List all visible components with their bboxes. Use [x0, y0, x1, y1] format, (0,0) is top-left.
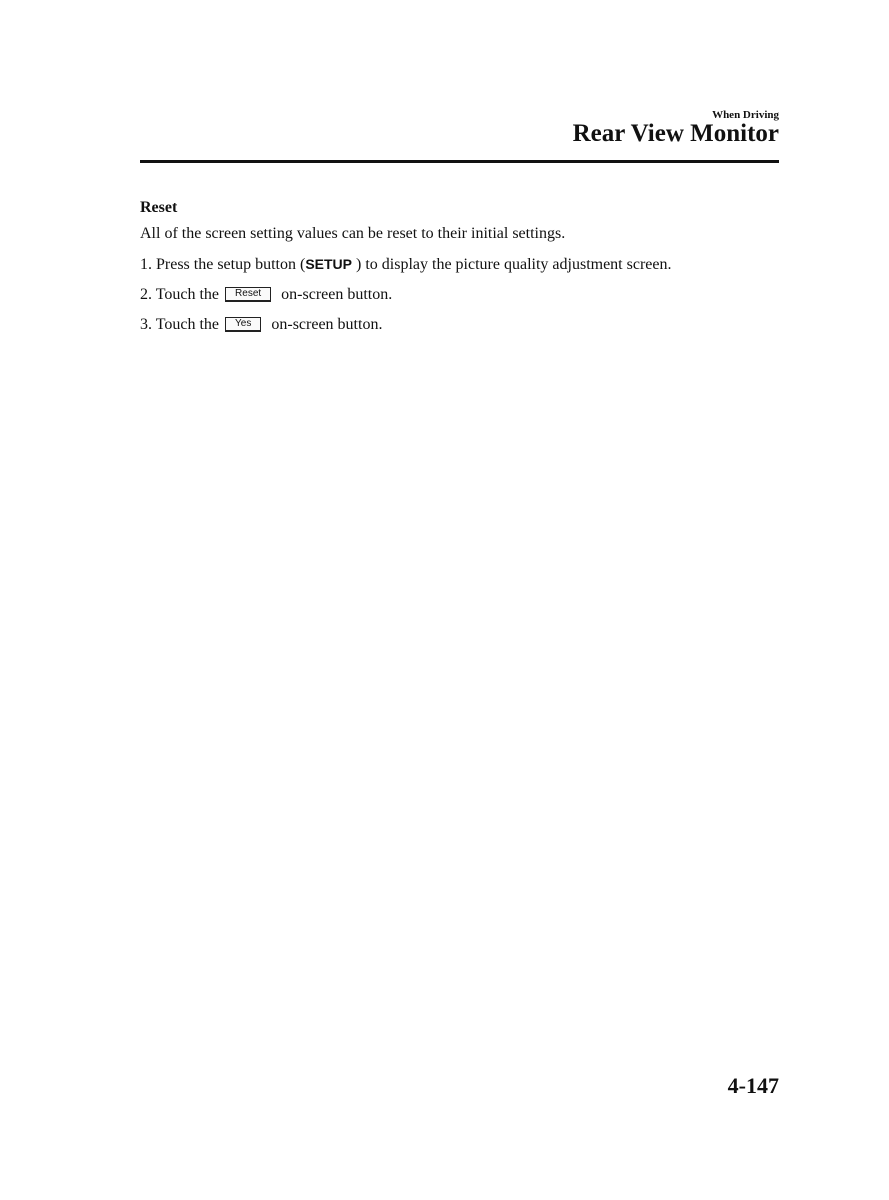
step-1: [140, 249, 779, 280]
header-rule: [140, 160, 779, 163]
section-label: When Driving: [712, 109, 779, 121]
step-text: Touch the: [155, 286, 220, 303]
reset-heading: Reset: [140, 199, 178, 216]
step-text: Touch the: [155, 316, 220, 333]
step-number: 3.: [140, 316, 152, 333]
page-number: 4-147: [727, 1073, 779, 1098]
reset-steps: [140, 249, 779, 340]
step-number: 1.: [140, 256, 152, 273]
step-number: 2.: [140, 286, 152, 303]
step-text: Press the setup button (: [156, 256, 306, 273]
setup-key-label: SETUP: [305, 256, 353, 272]
step-3: [140, 310, 779, 340]
reset-section: [140, 197, 779, 340]
reset-button-graphic: Reset: [225, 287, 271, 302]
reset-intro: All of the screen setting values can be reset to their initial settings.: [140, 225, 566, 242]
page-title: Rear View Monitor: [572, 120, 779, 147]
step-text: ) to display the picture quality adjustment screen.: [352, 256, 672, 273]
step-text: on-screen button.: [271, 316, 383, 333]
yes-button-graphic: Yes: [225, 317, 261, 332]
step-2: [140, 280, 779, 310]
step-text: on-screen button.: [281, 286, 393, 303]
